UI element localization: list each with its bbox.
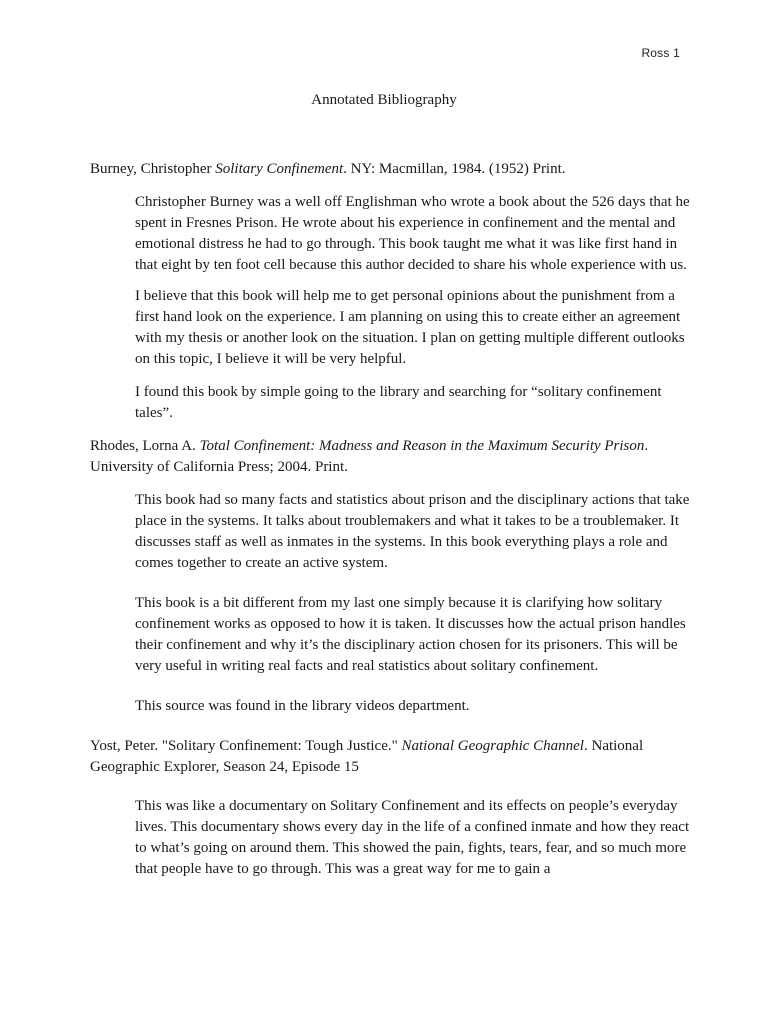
citation-author: Yost, Peter. "Solitary Confinement: Tough Justice." [90, 738, 402, 754]
citation-title: Solitary Confinement [215, 161, 344, 177]
citation-title: Total Confinement: Madness and Reason in the Maximum Security Prison [199, 438, 645, 454]
page-header-label: Ross 1 [641, 46, 680, 60]
annotation-paragraph: I believe that this book will help me to get personal opinions about the punishment from a first hand look on the experience. I am planning on using this to create either an agreement with my thesis or another look on the situation. I plan on getting multiple different outlooks on this topic, I believe it will be very helpful. [135, 288, 685, 367]
annotation-paragraph: This source was found in the library videos department. [135, 698, 470, 714]
citation-title: National Geographic Channel [401, 738, 584, 754]
citation-details: . NY: Macmillan, 1984. (1952) Print. [343, 161, 566, 177]
annotation-paragraph: This was like a documentary on Solitary Confinement and its effects on people’s everyday lives. This documentary shows every day in the life of a confined inmate and how they react to what’s going on around them. This showed the pain, fights, tears, fear, and so much more that people have to go through. This was a great way for me to gain a [135, 798, 690, 877]
annotation-paragraph: This book is a bit different from my last one simply because it is clarifying how solitary confinement works as opposed to how it is taken. It discusses how the actual prison handles their confinement and why it’s the disciplinary action chosen for its prisoners. This will be very useful in writing real facts and real statistics about solitary confinement. [135, 595, 686, 674]
citation-details: . National Geographic Explorer, Season 24, Episode 15 [90, 738, 644, 775]
citation-author: Rhodes, Lorna A. [90, 438, 200, 454]
citation-rhodes [90, 436, 690, 478]
bibliography-entries [90, 159, 690, 880]
annotation-paragraph: I found this book by simple going to the library and searching for “solitary confinement tales”. [135, 384, 662, 421]
citation-yost [90, 736, 690, 778]
citation-burney [90, 159, 690, 180]
citation-details: . University of California Press; 2004. Print. [90, 438, 649, 475]
page-title: Annotated Bibliography [311, 92, 457, 108]
citation-author: Burney, Christopher [90, 161, 216, 177]
annotation-paragraph: This book had so many facts and statistics about prison and the disciplinary actions that take place in the systems. It talks about troublemakers and what it takes to be a troublemaker. It discusses staff as well as inmates in the systems. In this book everything plays a role and comes together to create an active system. [135, 492, 690, 571]
annotation-paragraph: Christopher Burney was a well off Englishman who wrote a book about the 526 days that he spent in Fresnes Prison. He wrote about his experience in confinement and the mental and emotional distress he had to go through. This book taught me what it was like first hand in that eight by ten foot cell because this author decided to share his whole experience with us. [135, 194, 690, 273]
